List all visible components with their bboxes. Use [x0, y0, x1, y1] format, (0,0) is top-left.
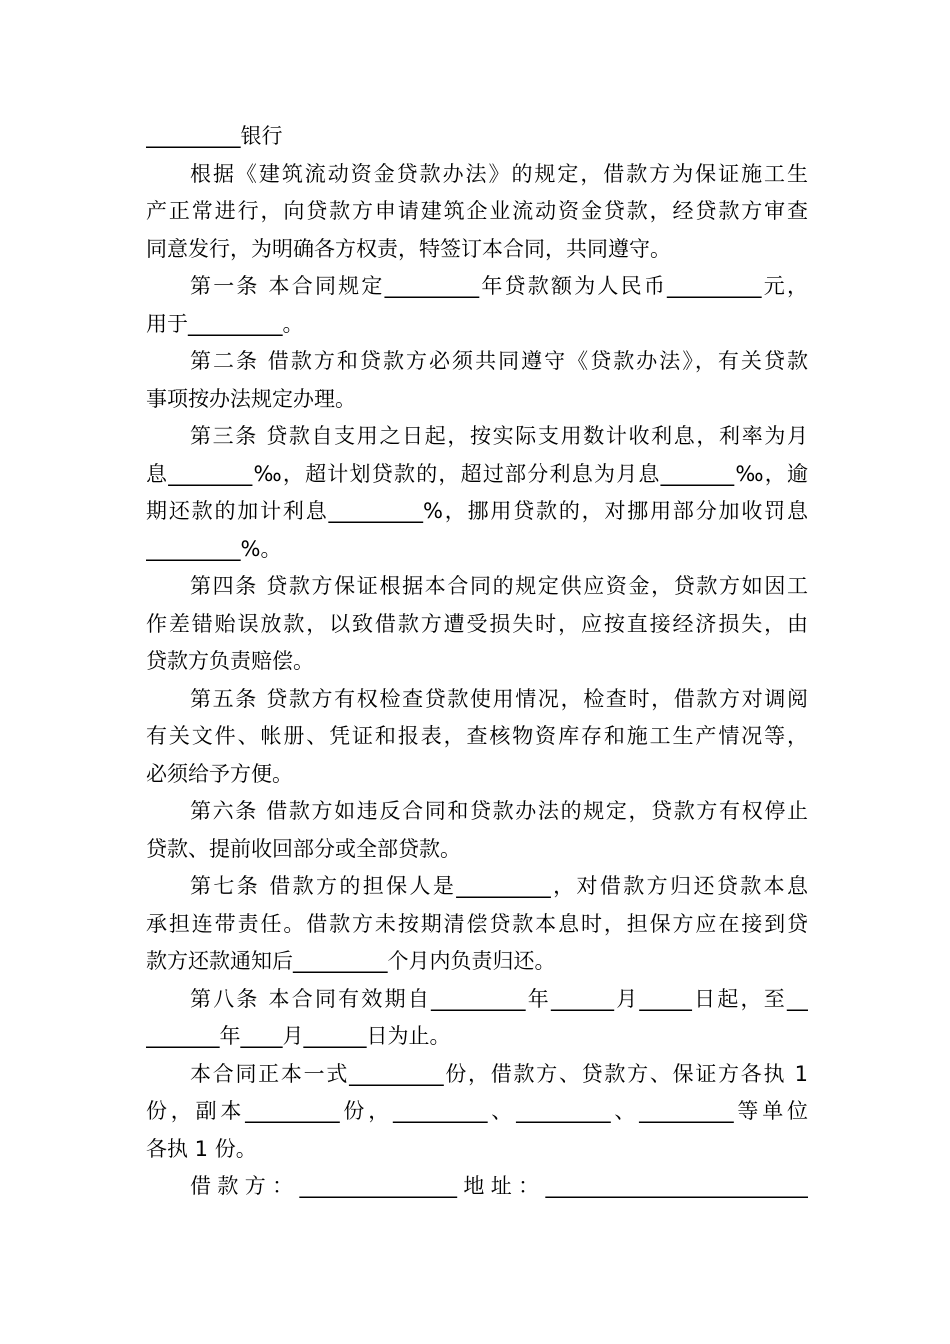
document-line: 份，副本_________份，_________、_________、_________等单位	[146, 1099, 808, 1123]
document-line: 期还款的加计利息_________%，挪用贷款的，对挪用部分加收罚息	[146, 499, 808, 523]
document-line: 产正常进行，向贷款方申请建筑企业流动资金贷款，经贷款方审查	[146, 199, 808, 223]
document-line: 第三条 贷款自支用之日起，按实际支用数计收利息，利率为月	[190, 424, 808, 448]
document-line: _________%。	[146, 536, 282, 561]
document-line: 第二条 借款方和贷款方必须共同遵守《贷款办法》，有关贷款	[190, 349, 808, 373]
document-line: 贷款、提前收回部分或全部贷款。	[146, 836, 461, 861]
document-line: 作差错贻误放款，以致借款方遭受损失时，应按直接经济损失，由	[146, 611, 808, 636]
document-line: 第一条 本合同规定_________年贷款额为人民币_________元，	[190, 274, 808, 298]
document-line: 息________‰，超计划贷款的，超过部分利息为月息_______‰，逾	[146, 461, 808, 486]
document-body	[146, 118, 808, 1206]
document-line: 贷款方负责赔偿。	[146, 649, 314, 673]
document-line: 第四条 贷款方保证根据本合同的规定供应资金，贷款方如因工	[190, 574, 808, 598]
document-line: 各执 1 份。	[146, 1136, 257, 1161]
document-line: 根据《建筑流动资金贷款办法》的规定，借款方为保证施工生	[190, 161, 808, 186]
document-line: 必须给予方便。	[146, 761, 293, 786]
document-line: 款方还款通知后_________个月内负责归还。	[146, 949, 556, 973]
document-line: 事项按办法规定办理。	[146, 386, 356, 411]
document-line: 用于_________。	[146, 311, 304, 336]
document-line: 同意发行，为明确各方权责，特签订本合同，共同遵守。	[146, 236, 671, 261]
document-line: 第六条 借款方如违反合同和贷款办法的规定，贷款方有权停止	[190, 799, 808, 823]
document-line: 承担连带责任。借款方未按期清偿贷款本息时，担保方应在接到贷	[146, 911, 808, 936]
document-line: 第五条 贷款方有权检查贷款使用情况，检查时，借款方对调阅	[190, 686, 808, 711]
document-line: 第八条 本合同有效期自_________年______月_____日起，至__	[190, 986, 808, 1011]
document-line: 有关文件、帐册、凭证和报表，查核物资库存和施工生产情况等，	[146, 724, 808, 748]
document-line: 第七条 借款方的担保人是_________，对借款方归还贷款本息	[190, 874, 808, 898]
document-line: 本合同正本一式_________份，借款方、贷款方、保证方各执 1	[190, 1061, 808, 1086]
document-line: 借款方：_______________地址：_________________________	[190, 1174, 808, 1198]
document-line: _________银行	[146, 124, 283, 148]
document-line: _______年____月______日为止。	[146, 1024, 451, 1048]
